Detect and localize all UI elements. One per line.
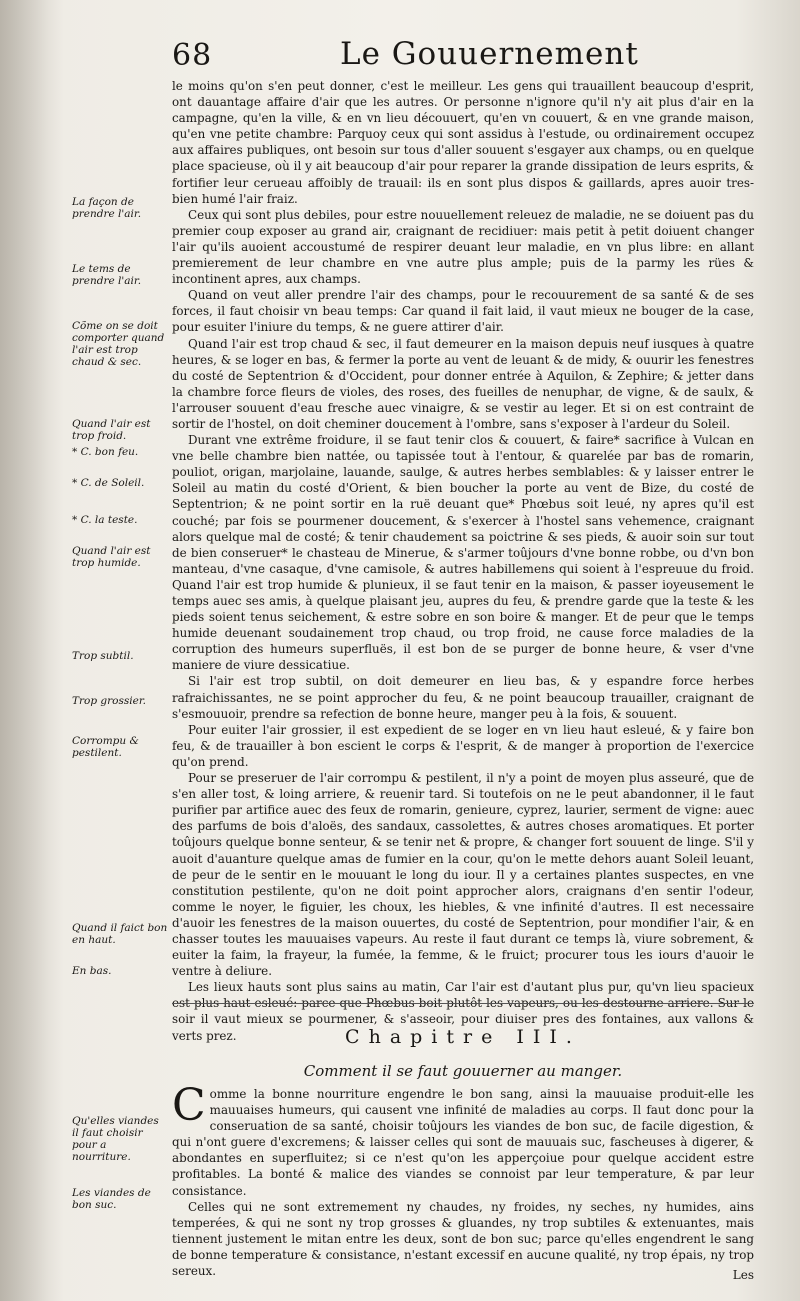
- paragraph: Durant vne extrême froidure, il se faut tenir clos & couuert, & faire* sacrifice à Vulcan en vne belle chambre bien nattée, ou tapissée tout à l'entour, & quarelée par bas de romarin, pouliot, origan, marjolaine, lauande, saulge, & autres herbes semblables: & y laisser entrer le Soleil au matin du costé d'Orient, & bien boucher la porte au vent de Bize, du costé de Septentrion; & ne point sortir en la ruë deuant que* Phœbus soit leué, ny apres qu'il est couché; par fois se pourmener doucement, & s'exercer à l'hostel sans vehemence, craignant alors quelque mal de costé; & tenir chaudement sa poictrine & ses pieds, & auoir soin sur tout de bien conseruer* le chasteau de Minerue, & s'armer toûjours d'vne bonne robbe, ou d'vn bon manteau, d'vne casaque, d'vne camisole, & autres habillemens qui soient à l'espreuue du froid. Quand l'air est trop humide & plunieux, il se faut tenir en la maison, & passer ioyeusement le temps auec ses amis, à quelque plaisant jeu, aupres du feu, & prendre garde que la teste & les pieds soient tenus seichement, & estre sobre en son boire & manger. Et de peur que le temps humide deuenant soudainement trop chaud, ou trop froid, ne cause force maladies de la corruption des humeurs superfluës, il est bon de se purger de bonne heure, & vser d'vne maniere de viure dessicatiue.: [172, 433, 754, 673]
- margin-note: Trop grossier.: [72, 695, 147, 707]
- chapter-title: Chapitre III.: [345, 1026, 581, 1048]
- chapter-subtitle: Comment il se faut gouuerner au manger.: [303, 1062, 623, 1080]
- margin-note: * C. bon feu.: [72, 446, 139, 458]
- drop-cap: C: [172, 1080, 206, 1131]
- paragraph-text: omme la bonne nourriture engendre le bon sang, ainsi la mauuaise produit-elle les mauuaises humeurs, qui causent vne infinité de maladies au corps. Il faut donc pour la conseruation de sa santé, choisir toûjours les viandes de bon suc, de facile digestion, & qui n'ont guere d'excremens; & laisser celles qui sont de mauuais suc, fascheuses à digerer, & abondantes en superfluitez; si ce n'est qu'on les apperçoiue pour quelque accident estre profitables. La bonté & malice des viandes se connoist par leur temperature, & par leur consistance.: [172, 1087, 754, 1198]
- paragraph: Pour euiter l'air grossier, il est expedient de se loger en vn lieu haut esleué, & y faire bon feu, & de trauailler à bon escient le corps & l'esprit, & de manger à proportion de l'exercice qu'on prend.: [172, 722, 754, 769]
- margin-note: En bas.: [72, 965, 112, 977]
- margin-note: Quand l'air est trop froid.: [72, 418, 151, 442]
- catchword: Les: [732, 1268, 754, 1282]
- page-number: 68: [172, 38, 213, 73]
- chapter-text: [172, 1080, 754, 1279]
- margin-note: Qu'elles viandes il faut choisir pour a nourriture.: [72, 1115, 159, 1163]
- paragraph: Ceux qui sont plus debiles, pour estre nouuellement releuez de maladie, ne se doiuent pas du premier coup exposer au grand air, craignant de recidiuer: mais petit à petit doiuent changer l'air qu'ils auoient accoustumé de respirer deuant leur maladie, en vn plus libre: en allant premierement de leur chambre en vne autre plus ample; puis de la parmy les rües & incontinent apres, aux champs.: [172, 207, 754, 287]
- margin-note: Le tems de prendre l'air.: [72, 263, 142, 287]
- paragraph: Pour se preseruer de l'air corrompu & pestilent, il n'y a point de moyen plus asseuré, que de s'en aller tost, & loing arriere, & reuenir tard. Si toutefois on ne le peut abandonner, il le faut purifier par artifice auec des feux de romarin, genieure, cyprez, laurier, serment de vigne: auec des parfums de bois d'aloës, des sandaux, cassolettes, & autres choses aromatiques. Et porter toûjours quelque bonne senteur, & se tenir net & propre, & changer fort souuent de linge. S'il y auoit d'auanture quelque amas de fumier en la cour, qu'on le mette dehors auant Soleil leuant, de peur de le sentir en le mouuant le long du iour. Il y a certaines plantes suspectes, en vne constitution pestilente, qu'on ne doit point approcher alors, craignans d'en sentir l'odeur, comme le noyer, le figuier, les choux, les hiebles, & vne infinité d'autres. Il est necessaire d'auoir les fenestres de la maison ouuertes, du costé de Septentrion, pour mondifier l'air, & en chasser toutes les mauuaises vapeurs. Au reste il faut durant ce temps là, viure sobrement, & euiter la faim, la frayeur, la fumée, la femme, & le fruict; procurer tous les iours d'auoir le ventre à deliure.: [172, 771, 754, 979]
- section-rule: [172, 1003, 754, 1004]
- margin-note: * C. de Soleil.: [72, 477, 145, 489]
- margin-note: Trop subtil.: [72, 650, 134, 662]
- margin-note: Corrompu & pestilent.: [72, 735, 139, 759]
- paragraph: Celles qui ne sont extremement ny chaudes, ny froides, ny seches, ny humides, ains temperées, & qui ne sont ny trop grosses & gluandes, ny trop subtiles & extenuantes, mais tiennent justement le mitan entre les deux, sont de bon suc; parce qu'elles engendrent le sang de bonne temperature & consistance, n'estant excessif en aucune qualité, ny trop épais, ny trop sereux.: [172, 1199, 754, 1279]
- margin-note: Quand il faict bon en haut.: [72, 922, 168, 946]
- paragraph: [172, 1080, 754, 1199]
- paragraph: Quand on veut aller prendre l'air des champs, pour le recouurement de sa santé & de ses forces, il faut choisir vn beau temps: Car quand il fait laid, il vaut mieux ne bouger de la case, pour esuiter l'iniure du temps, & ne guere attirer d'air.: [172, 288, 754, 335]
- paragraph: le moins qu'on s'en peut donner, c'est le meilleur. Les gens qui trauaillent beaucoup d'esprit, ont dauantage affaire d'air que les autres. Or personne n'ignore qu'il n'y ait plus d'air en la campagne, qu'en la ville, & en vn lieu découuert, qu'en vn couuert, & en vne grande maison, qu'en vne petite chambre: Parquoy ceux qui sont assidus à l'estude, ou ordinairement occupez aux affaires publiques, ont besoin sur tous d'aller souuent s'esgayer aux champs, ou en quelque place spacieuse, où il y ait beaucoup d'air pour reparer la grande dissipation de leurs esprits, & fortifier leur cerueau affoibly de trauail: ils en sont plus dispos & gaillards, apres auoir tres-bien humé l'air fraiz.: [172, 79, 754, 206]
- gutter-shadow: [0, 0, 64, 1301]
- paragraph: Quand l'air est trop chaud & sec, il faut demeurer en la maison depuis neuf iusques à quatre heures, & se loger en bas, & fermer la porte au vent de leuant & de midy, & ouurir les fenestres du costé de Septentrion & d'Occident, pour donner entrée à Aquilon, & Zephire; & jetter dans la chambre force fleurs de violes, des roses, des fueilles de nenuphar, de vigne, & de saulx, & l'arrouser souuent d'eau fresche auec vinaigre, & se vestir au leger. Et si on est contraint de sortir de l'hostel, on doit cheminer doucement à l'ombre, sans s'exposer à l'ardeur du Soleil.: [172, 336, 754, 431]
- margin-note: La façon de prendre l'air.: [72, 196, 142, 220]
- paragraph: Les lieux hauts sont plus sains au matin, Car l'air est d'autant plus pur, qu'vn lieu spacieux est plus haut esleué: parce que Phœbus boit plutôt les vapeurs, ou les destourne arriere. Sur le soir il vaut mieux se pourmener, & s'asseoir, pour diuiser pres des fontaines, aux vallons & verts prez.: [172, 980, 754, 1043]
- margin-note: Quand l'air est trop humide.: [72, 545, 151, 569]
- body-text: [172, 78, 754, 1044]
- margin-note: Les viandes de bon suc.: [72, 1187, 151, 1211]
- running-title: Le Gouuernement: [340, 36, 639, 72]
- margin-note: * C. la teste.: [72, 514, 138, 526]
- margin-note: Cõme on se doit comporter quand l'air est trop chaud & sec.: [72, 320, 165, 368]
- paragraph: Si l'air est trop subtil, on doit demeurer en lieu bas, & y espandre force herbes rafraichissantes, ne se point approcher du feu, & ne point beaucoup trauailler, craignant de s'esmouuoir, prendre sa refection de bonne heure, manger peu à la fois, & souuent.: [172, 674, 754, 721]
